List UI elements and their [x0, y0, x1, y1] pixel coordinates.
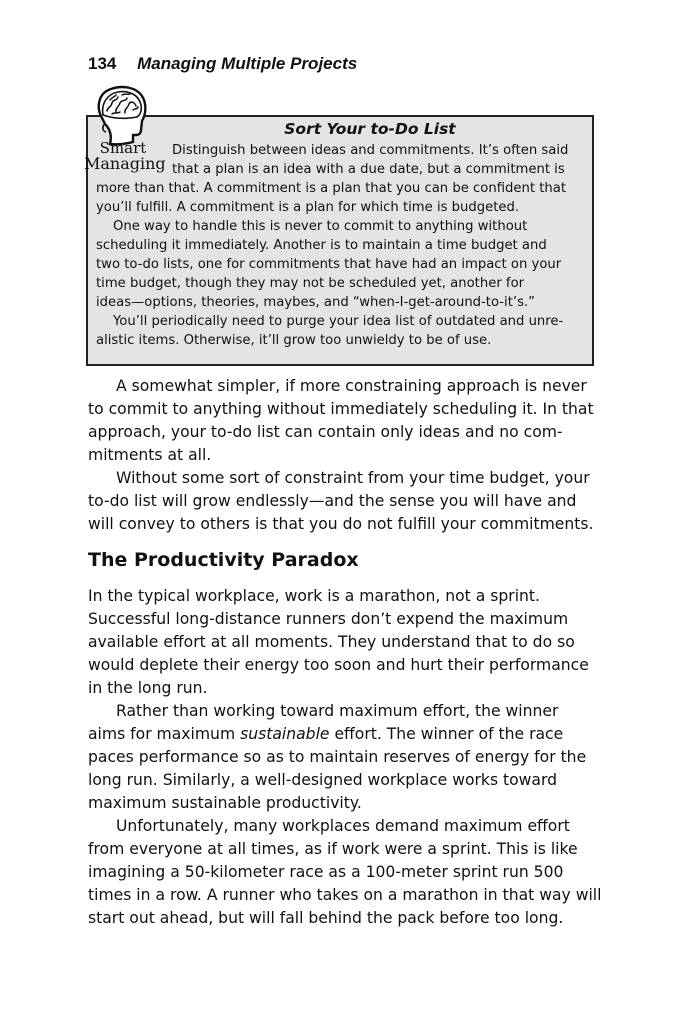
- running-head: [88, 54, 357, 74]
- body-line: Without some sort of constraint from your time budget, your: [116, 469, 590, 487]
- badge-label-managing: Managing: [84, 154, 166, 173]
- sidebar-line: more than that. A commitment is a plan that you can be confident that: [96, 181, 567, 196]
- body-line: available effort at all moments. They understand that to do so: [88, 633, 575, 651]
- body-line: to-do list will grow endlessly—and the sense you will have and: [88, 492, 577, 510]
- brain-head-icon: [92, 84, 150, 146]
- body-line: start out ahead, but will fall behind the pack before too long.: [88, 909, 564, 927]
- body-line: In the typical workplace, work is a marathon, not a sprint.: [88, 587, 540, 605]
- body-text-run: effort. The winner of the race: [329, 725, 564, 743]
- body-line: would deplete their energy too soon and hurt their performance: [88, 656, 589, 674]
- sidebar-line: that a plan is an idea with a due date, but a commitment is: [172, 162, 565, 177]
- sidebar-line: One way to handle this is never to commit to anything without: [113, 219, 528, 234]
- sidebar-line: you’ll fulfill. A commitment is a plan for which time is budgeted.: [96, 200, 520, 215]
- body-line: maximum sustainable productivity.: [88, 794, 362, 812]
- sidebar-line: time budget, though they may not be scheduled yet, another for: [96, 276, 525, 291]
- body-line: mitments at all.: [88, 446, 212, 464]
- body-line: to commit to anything without immediately scheduling it. In that: [88, 400, 594, 418]
- body-line: Rather than working toward maximum effort, the winner: [116, 702, 559, 720]
- emphasis-sustainable: sustainable: [240, 725, 330, 743]
- body-line: in the long run.: [88, 679, 208, 697]
- body-line: [88, 723, 563, 746]
- sidebar-line: alistic items. Otherwise, it’ll grow too unwieldy to be of use.: [96, 333, 492, 348]
- smart-managing-badge: [84, 84, 166, 184]
- body-line: approach, your to-do list can contain only ideas and no com-: [88, 423, 563, 441]
- body-line: imagining a 50-kilometer race as a 100-meter sprint run 500: [88, 863, 564, 881]
- body-line: times in a row. A runner who takes on a marathon in that way will: [88, 886, 602, 904]
- sidebar-line: ideas—options, theories, maybes, and “when-I-get-around-to-it’s.”: [96, 295, 535, 310]
- body-line: Unfortunately, many workplaces demand maximum effort: [116, 817, 570, 835]
- sidebar-title: Sort Your to-Do List: [284, 120, 456, 138]
- section-heading: The Productivity Paradox: [88, 549, 359, 571]
- body-line: paces performance so as to maintain reserves of energy for the: [88, 748, 587, 766]
- page-number: 134: [88, 54, 117, 73]
- sidebar-line: Distinguish between ideas and commitments. It’s often said: [172, 143, 569, 158]
- body-line: A somewhat simpler, if more constraining approach is never: [116, 377, 587, 395]
- body-line: Successful long-distance runners don’t expend the maximum: [88, 610, 569, 628]
- body-text-run: aims for maximum: [88, 725, 241, 743]
- body-line: from everyone at all times, as if work were a sprint. This is like: [88, 840, 578, 858]
- sidebar-line: You’ll periodically need to purge your idea list of outdated and unre-: [113, 314, 564, 329]
- body-line: long run. Similarly, a well-designed workplace works toward: [88, 771, 558, 789]
- sidebar-line: scheduling it immediately. Another is to maintain a time budget and: [96, 238, 547, 253]
- chapter-running-title: Managing Multiple Projects: [137, 54, 358, 73]
- body-line: will convey to others is that you do not fulfill your commitments.: [88, 515, 594, 533]
- badge-label-smart: Smart: [99, 139, 147, 157]
- sidebar-line: two to-do lists, one for commitments that have had an impact on your: [96, 257, 562, 272]
